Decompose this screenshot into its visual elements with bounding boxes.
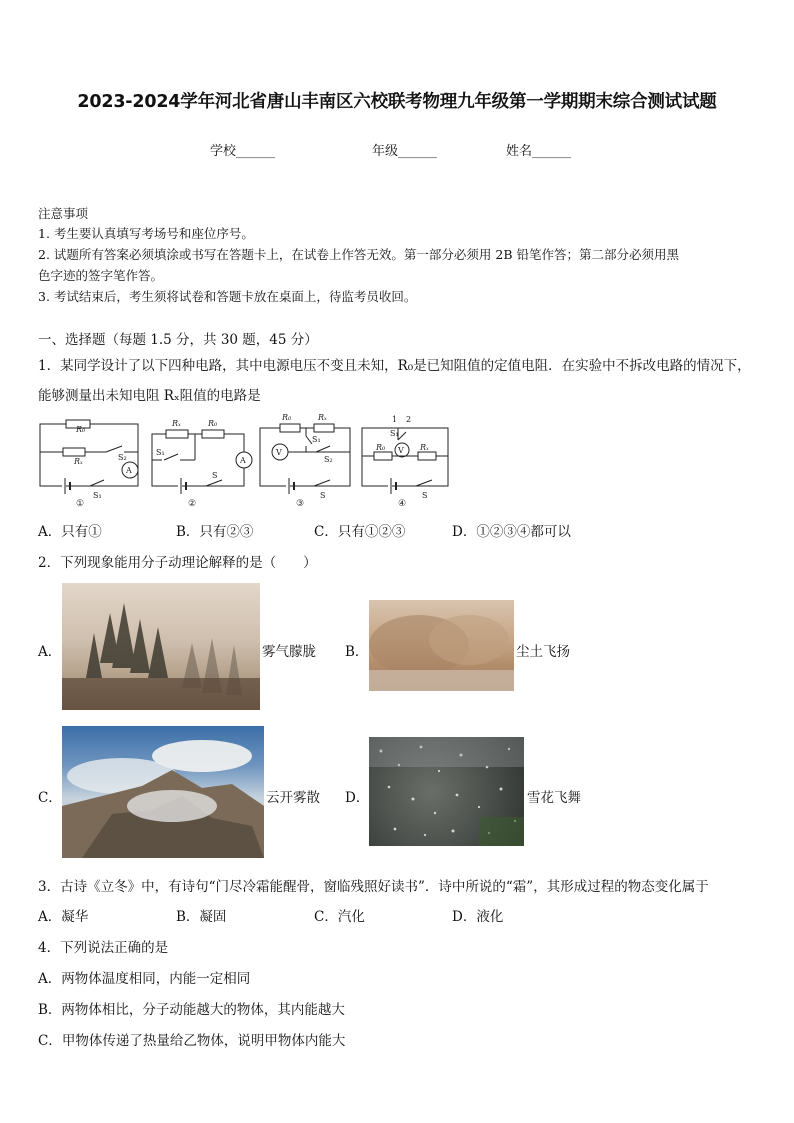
q3-stem: 3．古诗《立冬》中，有诗句“门尽冷霜能醒骨，窗临残照好读书”．诗中所说的“霜”，其形成过程的物态变化属于 bbox=[38, 879, 709, 895]
c1-s1-label: S₁ bbox=[93, 491, 102, 500]
c4-voltmeter-label: V bbox=[398, 446, 404, 455]
c4-rx-label: Rₓ bbox=[420, 443, 429, 452]
note-item: 3. 考试结束后，考生须将试卷和答题卡放在桌面上，待监考员收回。 bbox=[38, 289, 417, 304]
c1-s2-label: S₂ bbox=[118, 453, 127, 462]
c2-rx-label: Rₓ bbox=[172, 419, 181, 428]
c2-s1-label: S₁ bbox=[156, 448, 165, 457]
c2-ammeter-label: A bbox=[240, 456, 246, 465]
c2-s-label: S bbox=[212, 471, 218, 480]
c3-s-label: S bbox=[320, 491, 326, 500]
q2-option-b-caption: 尘土飞扬 bbox=[516, 644, 570, 660]
mountain-clouds-image bbox=[62, 726, 264, 858]
q4-stem: 4．下列说法正确的是 bbox=[38, 940, 169, 956]
c3-number: ③ bbox=[296, 499, 305, 509]
q3-option-b[interactable]: B．凝固 bbox=[176, 909, 227, 925]
q4-option-a[interactable]: A．两物体温度相同，内能一定相同 bbox=[38, 971, 251, 987]
q3-option-c[interactable]: C．汽化 bbox=[314, 909, 365, 925]
q1-stem-line1: 1．某同学设计了以下四种电路，其中电源电压不变且未知，R₀是已知阻值的定值电阻．在实验中不拆改电路的情况下， bbox=[38, 358, 751, 374]
c2-r0-label: R₀ bbox=[208, 419, 218, 428]
q3-option-a[interactable]: A．凝华 bbox=[38, 909, 89, 925]
q2-option-d-letter[interactable]: D． bbox=[345, 790, 370, 806]
q4-option-c[interactable]: C．甲物体传递了热量给乙物体，说明甲物体内能大 bbox=[38, 1033, 346, 1049]
c1-r0-label: R₀ bbox=[76, 425, 86, 434]
q2-option-d-caption: 雪花飞舞 bbox=[527, 790, 581, 806]
c1-ammeter-label: A bbox=[126, 466, 132, 475]
c4-point1-label: 1 bbox=[392, 415, 398, 424]
note-item: 2. 试题所有答案必须填涂或书写在答题卡上，在试卷上作答无效。第一部分必须用 2B 铅笔作答；第二部分必须用黑 bbox=[38, 247, 679, 262]
q1-option-c[interactable]: C．只有①②③ bbox=[314, 524, 406, 540]
snowflakes-image bbox=[369, 737, 524, 846]
c4-r0-label: R₀ bbox=[376, 443, 386, 452]
fog-forest-image bbox=[62, 583, 260, 710]
notes-heading: 注意事项 bbox=[38, 206, 89, 221]
c4-number: ④ bbox=[398, 499, 407, 509]
q1-stem-line2: 能够测量出未知电阻 Rₓ阻值的电路是 bbox=[38, 388, 261, 404]
c1-rx-label: Rₓ bbox=[74, 457, 83, 466]
school-field[interactable]: 学校______ bbox=[210, 144, 276, 159]
section-heading: 一、选择题（每题 1.5 分，共 30 题，45 分） bbox=[38, 332, 318, 348]
exam-title: 2023-2024学年河北省唐山丰南区六校联考物理九年级第一学期期末综合测试试题 bbox=[77, 92, 717, 112]
q2-option-c-caption: 云开雾散 bbox=[266, 790, 320, 806]
c3-rx-label: Rₓ bbox=[318, 413, 327, 422]
grade-field[interactable]: 年级______ bbox=[372, 144, 438, 159]
c3-s1-label: S₁ bbox=[312, 435, 321, 444]
c4-s1-label: S₁ bbox=[390, 429, 399, 438]
c2-number: ② bbox=[188, 499, 197, 509]
q2-option-c-letter[interactable]: C． bbox=[38, 790, 62, 806]
q2-option-b-letter[interactable]: B． bbox=[345, 644, 369, 660]
q1-option-a[interactable]: A．只有① bbox=[38, 524, 102, 540]
q2-stem: 2．下列现象能用分子动理论解释的是（ ） bbox=[38, 555, 317, 571]
name-field[interactable]: 姓名______ bbox=[506, 144, 572, 159]
note-item: 色字迹的签字笔作答。 bbox=[38, 268, 164, 283]
c4-s-label: S bbox=[422, 491, 428, 500]
c3-r0-label: R₀ bbox=[282, 413, 292, 422]
c1-number: ① bbox=[76, 499, 85, 509]
q4-option-b[interactable]: B．两物体相比，分子动能越大的物体，其内能越大 bbox=[38, 1002, 345, 1018]
c4-point2-label: 2 bbox=[406, 415, 412, 424]
c3-s2-label: S₂ bbox=[324, 455, 333, 464]
c3-voltmeter-label: V bbox=[276, 448, 282, 457]
q3-option-d[interactable]: D．液化 bbox=[452, 909, 504, 925]
note-item: 1. 考生要认真填写考场号和座位序号。 bbox=[38, 226, 254, 241]
circuit-diagrams bbox=[38, 412, 458, 512]
q2-option-a-caption: 雾气朦胧 bbox=[262, 644, 316, 660]
q2-option-a-letter[interactable]: A． bbox=[38, 644, 62, 660]
q1-option-b[interactable]: B．只有②③ bbox=[176, 524, 254, 540]
dust-storm-image bbox=[369, 600, 514, 691]
q1-option-d[interactable]: D．①②③④都可以 bbox=[452, 524, 571, 540]
